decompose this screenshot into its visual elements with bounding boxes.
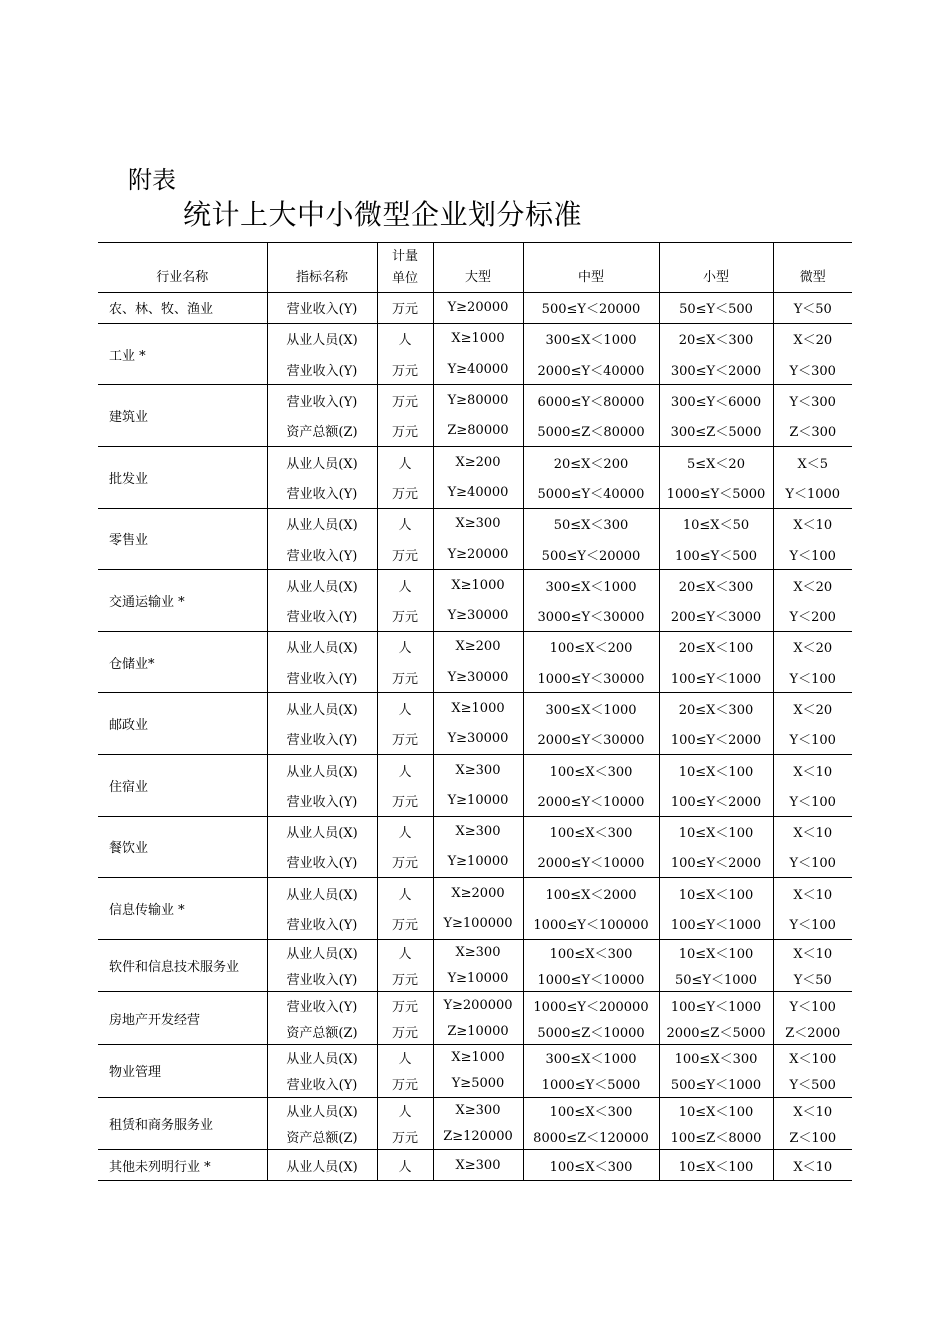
indicator-cell: 从业人员(X)	[267, 1150, 377, 1181]
small-threshold-cell: 100≤Y＜500	[659, 539, 773, 570]
large-threshold-cell: Y≥10000	[433, 785, 523, 816]
unit-cell: 人	[377, 1044, 433, 1070]
small-threshold-cell: 300≤Z＜5000	[659, 416, 773, 447]
medium-threshold-cell: 20≤X＜200	[523, 446, 659, 477]
small-threshold-cell: 100≤Y＜2000	[659, 785, 773, 816]
unit-cell: 人	[377, 508, 433, 539]
large-threshold-cell: Z≥80000	[433, 416, 523, 447]
page-title: 统计上大中小微型企业划分标准	[183, 198, 583, 231]
large-threshold-cell: X≥200	[433, 446, 523, 477]
table-row	[98, 1097, 852, 1123]
micro-threshold-cell: Y＜300	[773, 385, 852, 416]
table-row	[98, 939, 852, 965]
large-threshold-cell: Y≥100000	[433, 908, 523, 939]
unit-cell: 万元	[377, 539, 433, 570]
header-micro: 微型	[773, 243, 852, 293]
medium-threshold-cell: 100≤X＜300	[523, 1150, 659, 1181]
medium-threshold-cell: 1000≤Y＜100000	[523, 908, 659, 939]
unit-cell: 万元	[377, 908, 433, 939]
small-threshold-cell: 100≤Y＜1000	[659, 662, 773, 693]
medium-threshold-cell: 100≤X＜300	[523, 754, 659, 785]
indicator-cell: 营业收入(Y)	[267, 662, 377, 693]
large-threshold-cell: Y≥40000	[433, 354, 523, 385]
unit-cell: 人	[377, 446, 433, 477]
small-threshold-cell: 100≤Y＜1000	[659, 992, 773, 1018]
medium-threshold-cell: 1000≤Y＜10000	[523, 966, 659, 992]
medium-threshold-cell: 1000≤Y＜5000	[523, 1071, 659, 1097]
header-medium: 中型	[523, 243, 659, 293]
table-row	[98, 508, 852, 539]
medium-threshold-cell: 100≤X＜300	[523, 816, 659, 847]
micro-threshold-cell: X＜20	[773, 323, 852, 354]
indicator-cell: 从业人员(X)	[267, 323, 377, 354]
micro-threshold-cell: X＜10	[773, 939, 852, 965]
medium-threshold-cell: 8000≤Z＜120000	[523, 1123, 659, 1149]
header-industry: 行业名称	[98, 243, 267, 293]
unit-cell: 万元	[377, 600, 433, 631]
indicator-cell: 从业人员(X)	[267, 1097, 377, 1123]
large-threshold-cell: Z≥10000	[433, 1018, 523, 1044]
unit-cell: 人	[377, 939, 433, 965]
industry-name-cell: 农、林、牧、渔业	[98, 293, 267, 324]
indicator-cell: 营业收入(Y)	[267, 477, 377, 508]
medium-threshold-cell: 100≤X＜200	[523, 631, 659, 662]
indicator-cell: 营业收入(Y)	[267, 354, 377, 385]
micro-threshold-cell: Z＜100	[773, 1123, 852, 1149]
medium-threshold-cell: 2000≤Y＜30000	[523, 724, 659, 755]
indicator-cell: 从业人员(X)	[267, 1044, 377, 1070]
small-threshold-cell: 10≤X＜100	[659, 754, 773, 785]
indicator-cell: 从业人员(X)	[267, 693, 377, 724]
small-threshold-cell: 50≤Y＜1000	[659, 966, 773, 992]
enterprise-size-table	[98, 242, 852, 1181]
large-threshold-cell: Y≥30000	[433, 662, 523, 693]
indicator-cell: 营业收入(Y)	[267, 600, 377, 631]
header-large: 大型	[433, 243, 523, 293]
small-threshold-cell: 10≤X＜100	[659, 816, 773, 847]
indicator-cell: 营业收入(Y)	[267, 785, 377, 816]
medium-threshold-cell: 5000≤Y＜40000	[523, 477, 659, 508]
table-row	[98, 385, 852, 416]
unit-cell: 万元	[377, 1123, 433, 1149]
unit-cell: 万元	[377, 724, 433, 755]
unit-cell: 人	[377, 323, 433, 354]
medium-threshold-cell: 2000≤Y＜10000	[523, 785, 659, 816]
large-threshold-cell: X≥1000	[433, 323, 523, 354]
unit-cell: 人	[377, 693, 433, 724]
small-threshold-cell: 2000≤Z＜5000	[659, 1018, 773, 1044]
micro-threshold-cell: X＜100	[773, 1044, 852, 1070]
micro-threshold-cell: X＜10	[773, 816, 852, 847]
unit-cell: 万元	[377, 785, 433, 816]
micro-threshold-cell: Y＜100	[773, 724, 852, 755]
industry-name-cell: 零售业	[98, 508, 267, 570]
micro-threshold-cell: Y＜100	[773, 539, 852, 570]
unit-cell: 万元	[377, 992, 433, 1018]
small-threshold-cell: 50≤Y＜500	[659, 293, 773, 324]
micro-threshold-cell: X＜10	[773, 1097, 852, 1123]
medium-threshold-cell: 300≤X＜1000	[523, 693, 659, 724]
medium-threshold-cell: 5000≤Z＜80000	[523, 416, 659, 447]
industry-name-cell: 批发业	[98, 446, 267, 508]
indicator-cell: 营业收入(Y)	[267, 385, 377, 416]
small-threshold-cell: 10≤X＜100	[659, 1097, 773, 1123]
micro-threshold-cell: X＜20	[773, 631, 852, 662]
unit-cell: 万元	[377, 293, 433, 324]
unit-cell: 人	[377, 1150, 433, 1181]
indicator-cell: 从业人员(X)	[267, 508, 377, 539]
indicator-cell: 营业收入(Y)	[267, 908, 377, 939]
micro-threshold-cell: Y＜100	[773, 847, 852, 878]
micro-threshold-cell: Z＜300	[773, 416, 852, 447]
unit-cell: 万元	[377, 662, 433, 693]
micro-threshold-cell: X＜20	[773, 570, 852, 601]
table-row	[98, 992, 852, 1018]
unit-cell: 万元	[377, 477, 433, 508]
micro-threshold-cell: Z＜2000	[773, 1018, 852, 1044]
indicator-cell: 营业收入(Y)	[267, 992, 377, 1018]
small-threshold-cell: 10≤X＜50	[659, 508, 773, 539]
medium-threshold-cell: 500≤Y＜20000	[523, 539, 659, 570]
indicator-cell: 从业人员(X)	[267, 446, 377, 477]
large-threshold-cell: Y≥5000	[433, 1071, 523, 1097]
indicator-cell: 从业人员(X)	[267, 570, 377, 601]
unit-cell: 人	[377, 570, 433, 601]
large-threshold-cell: Y≥30000	[433, 600, 523, 631]
micro-threshold-cell: Y＜100	[773, 785, 852, 816]
medium-threshold-cell: 6000≤Y＜80000	[523, 385, 659, 416]
indicator-cell: 从业人员(X)	[267, 631, 377, 662]
industry-name-cell: 信息传输业 *	[98, 878, 267, 940]
unit-cell: 人	[377, 754, 433, 785]
indicator-cell: 资产总额(Z)	[267, 1123, 377, 1149]
industry-name-cell: 物业管理	[98, 1044, 267, 1097]
large-threshold-cell: Y≥10000	[433, 966, 523, 992]
small-threshold-cell: 20≤X＜300	[659, 570, 773, 601]
indicator-cell: 营业收入(Y)	[267, 539, 377, 570]
industry-name-cell: 交通运输业 *	[98, 570, 267, 632]
indicator-cell: 营业收入(Y)	[267, 293, 377, 324]
micro-threshold-cell: Y＜500	[773, 1071, 852, 1097]
unit-cell: 万元	[377, 847, 433, 878]
medium-threshold-cell: 1000≤Y＜30000	[523, 662, 659, 693]
large-threshold-cell: Y≥80000	[433, 385, 523, 416]
table-row	[98, 1044, 852, 1070]
large-threshold-cell: X≥300	[433, 939, 523, 965]
unit-cell: 万元	[377, 354, 433, 385]
unit-cell: 人	[377, 816, 433, 847]
header-unit-line2: 单位	[391, 270, 418, 286]
medium-threshold-cell: 100≤X＜300	[523, 939, 659, 965]
medium-threshold-cell: 300≤X＜1000	[523, 570, 659, 601]
industry-name-cell: 餐饮业	[98, 816, 267, 878]
medium-threshold-cell: 1000≤Y＜200000	[523, 992, 659, 1018]
large-threshold-cell: Z≥120000	[433, 1123, 523, 1149]
industry-name-cell: 建筑业	[98, 385, 267, 447]
industry-name-cell: 软件和信息技术服务业	[98, 939, 267, 992]
large-threshold-cell: Y≥40000	[433, 477, 523, 508]
table-row	[98, 446, 852, 477]
indicator-cell: 营业收入(Y)	[267, 966, 377, 992]
micro-threshold-cell: Y＜50	[773, 293, 852, 324]
large-threshold-cell: X≥300	[433, 1150, 523, 1181]
table-row	[98, 816, 852, 847]
small-threshold-cell: 10≤X＜100	[659, 878, 773, 909]
header-unit-line1: 计量	[391, 248, 418, 264]
medium-threshold-cell: 100≤X＜2000	[523, 878, 659, 909]
table-row	[98, 631, 852, 662]
unit-cell: 万元	[377, 416, 433, 447]
indicator-cell: 从业人员(X)	[267, 754, 377, 785]
indicator-cell: 从业人员(X)	[267, 878, 377, 909]
medium-threshold-cell: 500≤Y＜20000	[523, 293, 659, 324]
small-threshold-cell: 10≤X＜100	[659, 1150, 773, 1181]
large-threshold-cell: Y≥20000	[433, 539, 523, 570]
indicator-cell: 资产总额(Z)	[267, 1018, 377, 1044]
medium-threshold-cell: 2000≤Y＜10000	[523, 847, 659, 878]
unit-cell: 万元	[377, 1071, 433, 1097]
small-threshold-cell: 500≤Y＜1000	[659, 1071, 773, 1097]
table-row	[98, 754, 852, 785]
unit-cell: 人	[377, 631, 433, 662]
micro-threshold-cell: Y＜1000	[773, 477, 852, 508]
industry-name-cell: 邮政业	[98, 693, 267, 755]
medium-threshold-cell: 2000≤Y＜40000	[523, 354, 659, 385]
small-threshold-cell: 20≤X＜300	[659, 693, 773, 724]
unit-cell: 万元	[377, 385, 433, 416]
medium-threshold-cell: 3000≤Y＜30000	[523, 600, 659, 631]
small-threshold-cell: 20≤X＜100	[659, 631, 773, 662]
medium-threshold-cell: 100≤X＜300	[523, 1097, 659, 1123]
large-threshold-cell: Y≥20000	[433, 293, 523, 324]
small-threshold-cell: 100≤Y＜1000	[659, 908, 773, 939]
table-body	[98, 293, 852, 1181]
indicator-cell: 营业收入(Y)	[267, 847, 377, 878]
industry-name-cell: 其他未列明行业 *	[98, 1150, 267, 1181]
header-small: 小型	[659, 243, 773, 293]
table-row	[98, 693, 852, 724]
large-threshold-cell: X≥300	[433, 816, 523, 847]
appendix-label: 附表	[128, 166, 176, 194]
table-row	[98, 1150, 852, 1181]
indicator-cell: 从业人员(X)	[267, 816, 377, 847]
unit-cell: 万元	[377, 966, 433, 992]
small-threshold-cell: 300≤Y＜6000	[659, 385, 773, 416]
large-threshold-cell: X≥1000	[433, 693, 523, 724]
micro-threshold-cell: X＜5	[773, 446, 852, 477]
large-threshold-cell: X≥1000	[433, 570, 523, 601]
large-threshold-cell: X≥2000	[433, 878, 523, 909]
indicator-cell: 营业收入(Y)	[267, 1071, 377, 1097]
medium-threshold-cell: 5000≤Z＜10000	[523, 1018, 659, 1044]
industry-name-cell: 租赁和商务服务业	[98, 1097, 267, 1150]
industry-name-cell: 住宿业	[98, 754, 267, 816]
table-row	[98, 293, 852, 324]
large-threshold-cell: Y≥200000	[433, 992, 523, 1018]
large-threshold-cell: X≥300	[433, 1097, 523, 1123]
header-unit	[377, 243, 433, 293]
large-threshold-cell: Y≥30000	[433, 724, 523, 755]
small-threshold-cell: 100≤Y＜2000	[659, 847, 773, 878]
indicator-cell: 资产总额(Z)	[267, 416, 377, 447]
table-row	[98, 570, 852, 601]
micro-threshold-cell: Y＜50	[773, 966, 852, 992]
large-threshold-cell: X≥200	[433, 631, 523, 662]
medium-threshold-cell: 300≤X＜1000	[523, 1044, 659, 1070]
industry-name-cell: 工业 *	[98, 323, 267, 385]
micro-threshold-cell: Y＜300	[773, 354, 852, 385]
large-threshold-cell: X≥1000	[433, 1044, 523, 1070]
micro-threshold-cell: Y＜100	[773, 662, 852, 693]
medium-threshold-cell: 50≤X＜300	[523, 508, 659, 539]
small-threshold-cell: 5≤X＜20	[659, 446, 773, 477]
header-indicator: 指标名称	[267, 243, 377, 293]
large-threshold-cell: X≥300	[433, 508, 523, 539]
small-threshold-cell: 1000≤Y＜5000	[659, 477, 773, 508]
small-threshold-cell: 10≤X＜100	[659, 939, 773, 965]
large-threshold-cell: Y≥10000	[433, 847, 523, 878]
micro-threshold-cell: X＜10	[773, 1150, 852, 1181]
unit-cell: 万元	[377, 1018, 433, 1044]
micro-threshold-cell: Y＜100	[773, 992, 852, 1018]
industry-name-cell: 房地产开发经营	[98, 992, 267, 1045]
micro-threshold-cell: Y＜100	[773, 908, 852, 939]
small-threshold-cell: 100≤X＜300	[659, 1044, 773, 1070]
table-row	[98, 878, 852, 909]
table-header	[98, 243, 852, 293]
large-threshold-cell: X≥300	[433, 754, 523, 785]
indicator-cell: 从业人员(X)	[267, 939, 377, 965]
micro-threshold-cell: X＜10	[773, 878, 852, 909]
small-threshold-cell: 300≤Y＜2000	[659, 354, 773, 385]
small-threshold-cell: 20≤X＜300	[659, 323, 773, 354]
micro-threshold-cell: Y＜200	[773, 600, 852, 631]
micro-threshold-cell: X＜20	[773, 693, 852, 724]
small-threshold-cell: 100≤Y＜2000	[659, 724, 773, 755]
unit-cell: 人	[377, 1097, 433, 1123]
small-threshold-cell: 100≤Z＜8000	[659, 1123, 773, 1149]
micro-threshold-cell: X＜10	[773, 508, 852, 539]
small-threshold-cell: 200≤Y＜3000	[659, 600, 773, 631]
table-row	[98, 323, 852, 354]
industry-name-cell: 仓储业*	[98, 631, 267, 693]
micro-threshold-cell: X＜10	[773, 754, 852, 785]
medium-threshold-cell: 300≤X＜1000	[523, 323, 659, 354]
unit-cell: 人	[377, 878, 433, 909]
indicator-cell: 营业收入(Y)	[267, 724, 377, 755]
